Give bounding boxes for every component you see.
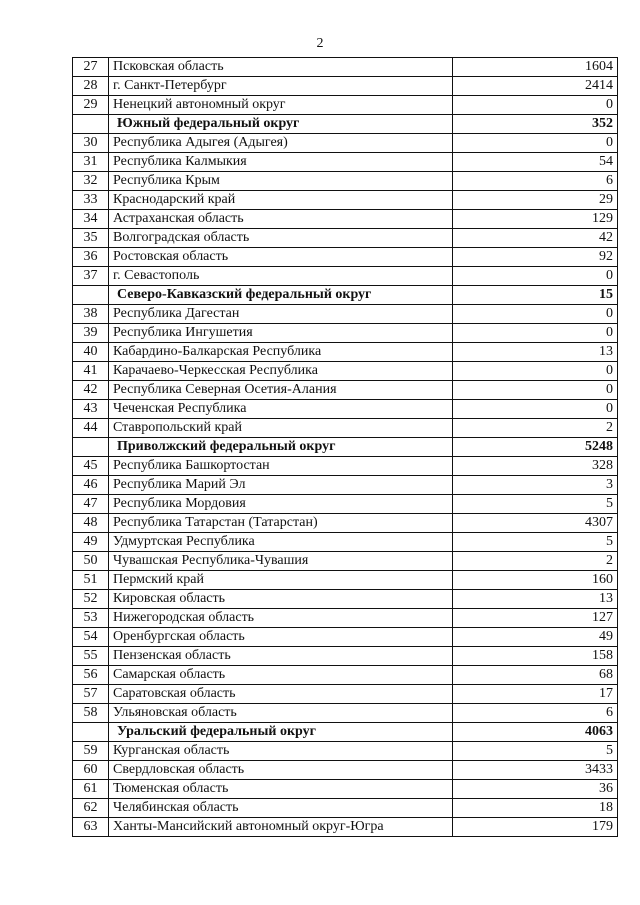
- region-name: Уральский федеральный округ: [109, 723, 453, 742]
- region-name: Республика Башкортостан: [109, 457, 453, 476]
- table-row: [73, 704, 618, 723]
- region-value: 129: [453, 210, 618, 229]
- region-name: Ставропольский край: [109, 419, 453, 438]
- region-value: 13: [453, 590, 618, 609]
- table-row: [73, 666, 618, 685]
- table-row: [73, 362, 618, 381]
- region-value: 328: [453, 457, 618, 476]
- region-value: 36: [453, 780, 618, 799]
- region-name: Северо-Кавказский федеральный округ: [109, 286, 453, 305]
- table-row: [73, 191, 618, 210]
- row-number: 29: [73, 96, 109, 115]
- row-number: 50: [73, 552, 109, 571]
- row-number: 46: [73, 476, 109, 495]
- region-value: 0: [453, 305, 618, 324]
- table-row: [73, 457, 618, 476]
- region-value: 0: [453, 400, 618, 419]
- region-name: Самарская область: [109, 666, 453, 685]
- region-name: Курганская область: [109, 742, 453, 761]
- row-number: 34: [73, 210, 109, 229]
- region-name: Оренбургская область: [109, 628, 453, 647]
- table-row: [73, 647, 618, 666]
- table-row: [73, 381, 618, 400]
- region-name: Чеченская Республика: [109, 400, 453, 419]
- region-value: 4307: [453, 514, 618, 533]
- region-value: 160: [453, 571, 618, 590]
- table-row: [73, 324, 618, 343]
- region-name: Краснодарский край: [109, 191, 453, 210]
- region-name: Республика Ингушетия: [109, 324, 453, 343]
- region-value: 158: [453, 647, 618, 666]
- row-number: [73, 115, 109, 134]
- row-number: [73, 438, 109, 457]
- table-row: [73, 210, 618, 229]
- row-number: 36: [73, 248, 109, 267]
- region-name: Республика Мордовия: [109, 495, 453, 514]
- regions-table-body: [73, 58, 618, 837]
- table-row: [73, 153, 618, 172]
- row-number: 45: [73, 457, 109, 476]
- region-name: г. Севастополь: [109, 267, 453, 286]
- region-name: Челябинская область: [109, 799, 453, 818]
- region-value: 54: [453, 153, 618, 172]
- region-value: 0: [453, 134, 618, 153]
- region-value: 15: [453, 286, 618, 305]
- row-number: 43: [73, 400, 109, 419]
- region-name: Кировская область: [109, 590, 453, 609]
- region-value: 2: [453, 552, 618, 571]
- table-row: [73, 552, 618, 571]
- row-number: 48: [73, 514, 109, 533]
- region-value: 127: [453, 609, 618, 628]
- region-name: Удмуртская Республика: [109, 533, 453, 552]
- row-number: 41: [73, 362, 109, 381]
- region-value: 5: [453, 742, 618, 761]
- row-number: 39: [73, 324, 109, 343]
- table-row: [73, 419, 618, 438]
- region-value: 13: [453, 343, 618, 362]
- table-row: [73, 476, 618, 495]
- region-name: Ненецкий автономный округ: [109, 96, 453, 115]
- table-row: [73, 343, 618, 362]
- table-row: [73, 58, 618, 77]
- row-number: 37: [73, 267, 109, 286]
- region-name: Астраханская область: [109, 210, 453, 229]
- region-value: 2: [453, 419, 618, 438]
- region-name: Ханты-Мансийский автономный округ-Югра: [109, 818, 453, 837]
- row-number: [73, 286, 109, 305]
- row-number: 44: [73, 419, 109, 438]
- region-name: Кабардино-Балкарская Республика: [109, 343, 453, 362]
- district-row: [73, 438, 618, 457]
- table-row: [73, 267, 618, 286]
- table-row: [73, 533, 618, 552]
- row-number: 28: [73, 77, 109, 96]
- row-number: 49: [73, 533, 109, 552]
- page-number: 2: [316, 36, 324, 51]
- table-row: [73, 134, 618, 153]
- region-value: 5248: [453, 438, 618, 457]
- row-number: 33: [73, 191, 109, 210]
- region-name: Южный федеральный округ: [109, 115, 453, 134]
- table-row: [73, 248, 618, 267]
- region-value: 29: [453, 191, 618, 210]
- table-row: [73, 685, 618, 704]
- table-row: [73, 495, 618, 514]
- region-name: Республика Калмыкия: [109, 153, 453, 172]
- region-name: Пермский край: [109, 571, 453, 590]
- region-name: Чувашская Республика-Чувашия: [109, 552, 453, 571]
- region-value: 49: [453, 628, 618, 647]
- row-number: 62: [73, 799, 109, 818]
- region-value: 5: [453, 495, 618, 514]
- region-value: 92: [453, 248, 618, 267]
- regions-table: [72, 57, 618, 837]
- region-value: 179: [453, 818, 618, 837]
- row-number: 59: [73, 742, 109, 761]
- table-row: [73, 571, 618, 590]
- region-value: 0: [453, 324, 618, 343]
- row-number: 40: [73, 343, 109, 362]
- region-name: г. Санкт-Петербург: [109, 77, 453, 96]
- region-name: Ульяновская область: [109, 704, 453, 723]
- table-row: [73, 742, 618, 761]
- region-name: Волгоградская область: [109, 229, 453, 248]
- region-name: Республика Крым: [109, 172, 453, 191]
- region-name: Свердловская область: [109, 761, 453, 780]
- region-name: Псковская область: [109, 58, 453, 77]
- row-number: 53: [73, 609, 109, 628]
- row-number: 55: [73, 647, 109, 666]
- row-number: 32: [73, 172, 109, 191]
- region-value: 0: [453, 381, 618, 400]
- region-value: 5: [453, 533, 618, 552]
- row-number: 35: [73, 229, 109, 248]
- table-row: [73, 628, 618, 647]
- table-row: [73, 609, 618, 628]
- region-value: 3: [453, 476, 618, 495]
- table-row: [73, 761, 618, 780]
- region-value: 2414: [453, 77, 618, 96]
- region-value: 18: [453, 799, 618, 818]
- table-row: [73, 172, 618, 191]
- region-value: 6: [453, 172, 618, 191]
- region-value: 6: [453, 704, 618, 723]
- region-name: Саратовская область: [109, 685, 453, 704]
- district-row: [73, 115, 618, 134]
- district-row: [73, 723, 618, 742]
- row-number: 57: [73, 685, 109, 704]
- region-value: 68: [453, 666, 618, 685]
- region-value: 0: [453, 267, 618, 286]
- row-number: 60: [73, 761, 109, 780]
- region-value: 0: [453, 96, 618, 115]
- district-row: [73, 286, 618, 305]
- table-row: [73, 799, 618, 818]
- region-name: Приволжский федеральный округ: [109, 438, 453, 457]
- row-number: 56: [73, 666, 109, 685]
- table-row: [73, 780, 618, 799]
- row-number: 27: [73, 58, 109, 77]
- region-name: Республика Марий Эл: [109, 476, 453, 495]
- table-row: [73, 818, 618, 837]
- region-value: 42: [453, 229, 618, 248]
- row-number: 52: [73, 590, 109, 609]
- table-row: [73, 590, 618, 609]
- row-number: 38: [73, 305, 109, 324]
- table-row: [73, 305, 618, 324]
- region-name: Нижегородская область: [109, 609, 453, 628]
- region-name: Республика Адыгея (Адыгея): [109, 134, 453, 153]
- region-value: 1604: [453, 58, 618, 77]
- table-row: [73, 229, 618, 248]
- region-value: 0: [453, 362, 618, 381]
- row-number: 63: [73, 818, 109, 837]
- region-name: Республика Дагестан: [109, 305, 453, 324]
- region-value: 352: [453, 115, 618, 134]
- table-row: [73, 514, 618, 533]
- row-number: [73, 723, 109, 742]
- row-number: 51: [73, 571, 109, 590]
- region-name: Республика Татарстан (Татарстан): [109, 514, 453, 533]
- region-name: Республика Северная Осетия-Алания: [109, 381, 453, 400]
- table-row: [73, 96, 618, 115]
- region-value: 3433: [453, 761, 618, 780]
- table-row: [73, 400, 618, 419]
- row-number: 58: [73, 704, 109, 723]
- table-row: [73, 77, 618, 96]
- row-number: 47: [73, 495, 109, 514]
- region-value: 17: [453, 685, 618, 704]
- region-value: 4063: [453, 723, 618, 742]
- region-name: Тюменская область: [109, 780, 453, 799]
- region-name: Карачаево-Черкесская Республика: [109, 362, 453, 381]
- region-name: Ростовская область: [109, 248, 453, 267]
- row-number: 61: [73, 780, 109, 799]
- region-name: Пензенская область: [109, 647, 453, 666]
- row-number: 42: [73, 381, 109, 400]
- row-number: 30: [73, 134, 109, 153]
- row-number: 31: [73, 153, 109, 172]
- row-number: 54: [73, 628, 109, 647]
